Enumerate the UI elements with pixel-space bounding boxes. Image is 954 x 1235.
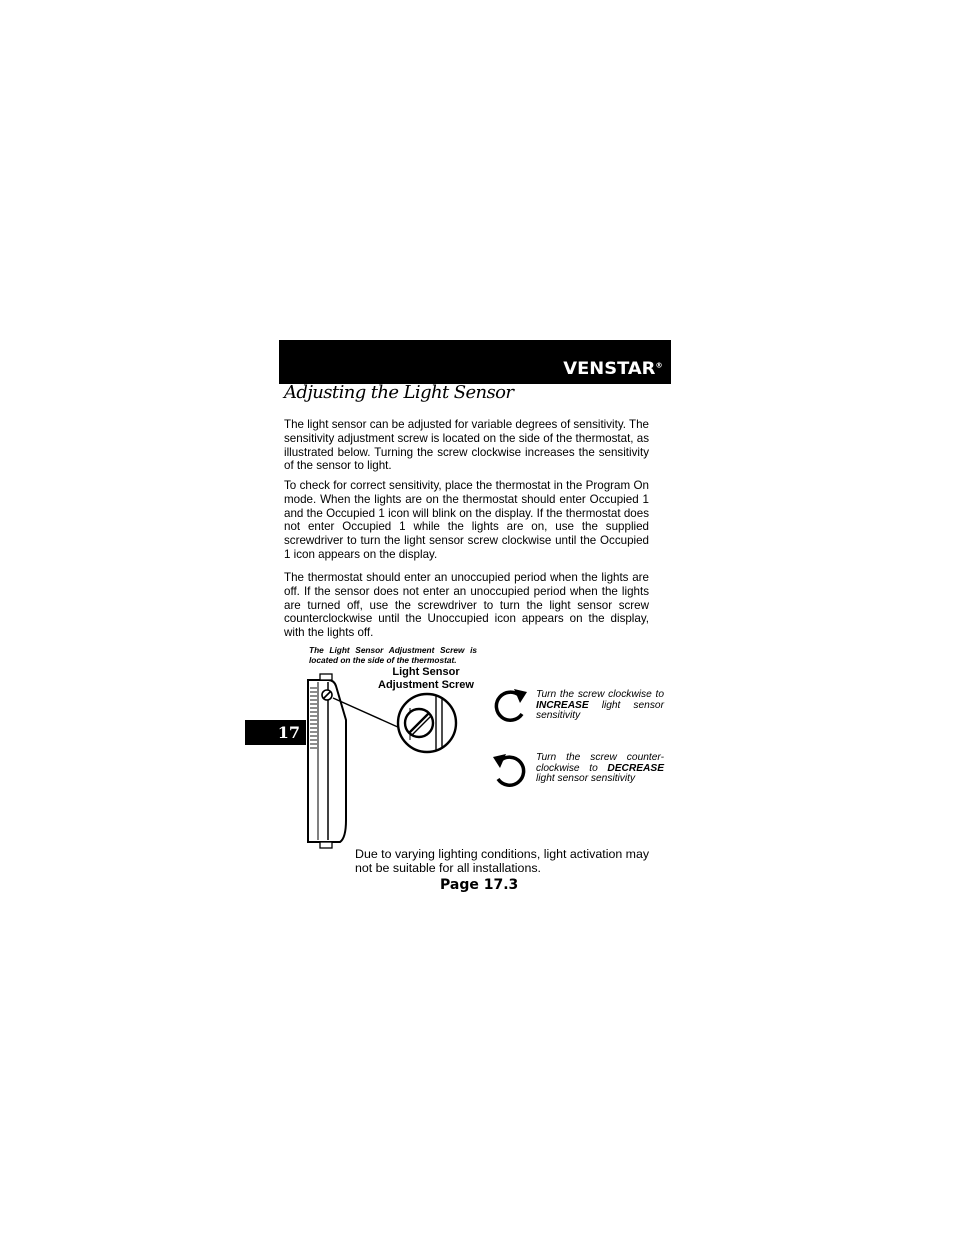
thermostat-side-diagram <box>300 670 460 855</box>
counterclockwise-hint-emph: DECREASE <box>607 762 664 774</box>
paragraph-check-sensitivity: To check for correct sensitivity, place the thermostat in the Program On mode. When the lights are on the thermostat should enter Occupied 1 and the Occupied 1 icon will blink on the display. If the thermostat does not enter Occupied 1 while the lights are on, use the supplied screwdriver to turn the light sensor screw clockwise until the Occupied 1 icon appears on the display. <box>284 479 649 561</box>
counterclockwise-arrow-icon <box>490 751 530 791</box>
lighting-note: Due to varying lighting conditions, light activation may not be suitable for all installations. <box>355 847 650 875</box>
brand-registered-mark: ® <box>655 361 663 370</box>
paragraph-unoccupied: The thermostat should enter an unoccupied period when the lights are off. If the sensor does not enter an unoccupied period when the lights are turned off, use the screwdriver to turn the light sensor screw counterclockwise until the Unoccupied icon appears on the display, with the lights off. <box>284 571 649 640</box>
venstar-logo <box>563 359 663 379</box>
paragraph-sensitivity-intro: The light sensor can be adjusted for variable degrees of sensitivity. The sensitivity adjustment screw is located on the side of the thermostat, as illustrated below. Turning the screw clockwise increases the sensitivity of the sensor to light. <box>284 418 649 473</box>
header-bar <box>279 340 671 384</box>
clockwise-hint-emph: INCREASE <box>536 699 589 711</box>
counterclockwise-hint-pre: Turn the screw counter-clockwise to <box>536 752 664 774</box>
screw-label-line1: Light Sensor <box>392 666 460 678</box>
page-title: Adjusting the Light Sensor <box>284 382 514 403</box>
brand-name: VENSTAR <box>563 359 656 379</box>
counterclockwise-hint <box>536 753 664 785</box>
figure-caption: The Light Sensor Adjustment Screw is located on the side of the thermostat. <box>309 645 477 665</box>
thermostat-top-tab <box>320 674 332 680</box>
screw-label-line2: Adjustment Screw <box>378 679 474 691</box>
clockwise-hint-pre: Turn the screw clockwise to <box>536 689 664 700</box>
page-number: Page 17.3 <box>440 877 519 893</box>
clockwise-arrow-icon <box>490 686 530 726</box>
thermostat-bottom-tab <box>320 842 332 848</box>
clockwise-hint-post: light sensor sensitivity <box>536 699 664 721</box>
chapter-tab: 17 <box>245 720 306 745</box>
counterclockwise-hint-post: light sensor sensitivity <box>536 773 636 784</box>
clockwise-hint <box>536 690 664 722</box>
